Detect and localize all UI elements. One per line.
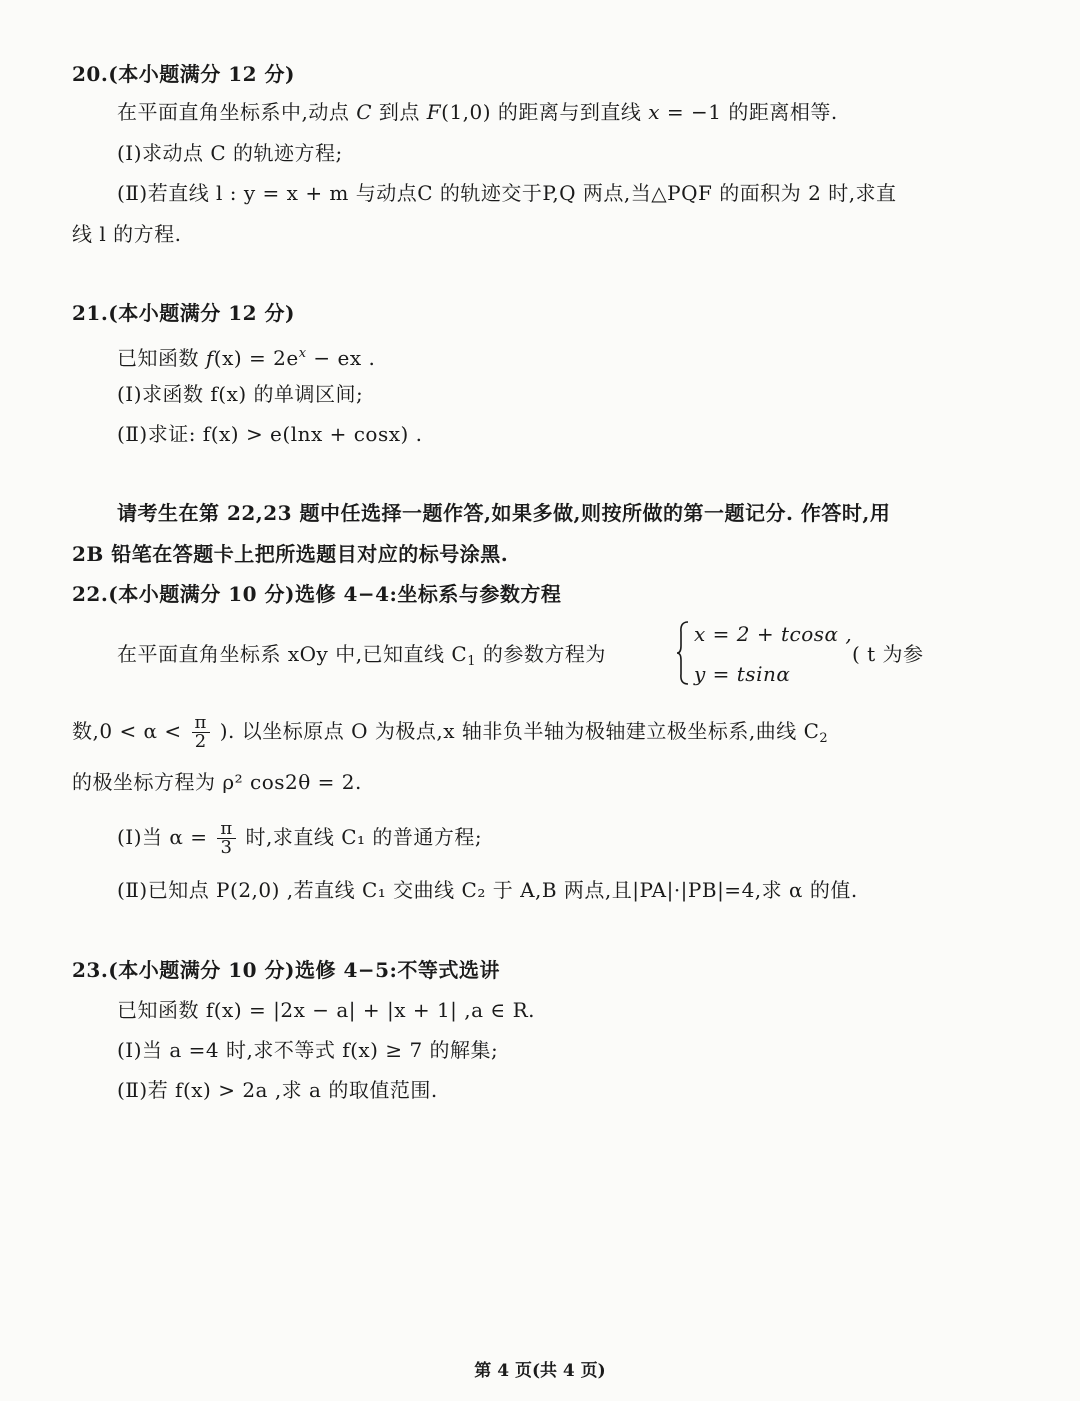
q22-sub-1: 1: [467, 654, 476, 669]
q22-stem-left: [117, 640, 606, 676]
q20-stem-c: (1,0) 的距离与到直线: [441, 100, 649, 124]
q21-var-f: f: [205, 346, 214, 370]
q22-stem-b: 的参数方程为: [476, 642, 606, 666]
q21-stem-a: 已知函数: [117, 346, 206, 370]
q22-stem-c: ( t 为参: [852, 642, 924, 666]
q23-stem: 已知函数 f(x) = |2x − a| + |x + 1| ,a ∈ R.: [117, 998, 535, 1022]
q22-header: 22.(本小题满分 10 分)选修 4−4:坐标系与参数方程: [72, 582, 562, 606]
q21-part2: (Ⅱ)求证: f(x) > e(lnx + cosx) .: [117, 422, 423, 446]
pi-over-2-fraction: [192, 714, 210, 751]
q21-stem: [117, 340, 375, 372]
q20-part2-line2: 线 l 的方程.: [72, 222, 182, 246]
q21-stem-b: (x) = 2e: [213, 346, 299, 370]
q22-part1-a: (Ⅰ)当 α =: [117, 825, 215, 849]
q20-part2-line1: (Ⅱ)若直线 l : y = x + m 与动点C 的轨迹交于P,Q 两点,当△PQF 的面积为 2 时,求直: [117, 181, 897, 205]
q20-part1: (Ⅰ)求动点 C 的轨迹方程;: [117, 141, 343, 165]
q22-part1-b: 时,求直线 C₁ 的普通方程;: [238, 825, 483, 849]
q23-header: 23.(本小题满分 10 分)选修 4−5:不等式选讲: [72, 958, 500, 982]
q21-sup-x: x: [298, 346, 307, 361]
frac-den: 2: [194, 731, 207, 752]
q22-line2-a: 数,0 < α <: [72, 719, 189, 743]
q22-sub-2: 2: [819, 731, 829, 746]
q20-stem: [117, 98, 838, 126]
q23-part1: (Ⅰ)当 a =4 时,求不等式 f(x) ≥ 7 的解集;: [117, 1038, 499, 1062]
frac-den: 3: [220, 837, 233, 858]
notice-line1: 请考生在第 22,23 题中任选择一题作答,如果多做,则按所做的第一题记分. 作答时,用: [117, 501, 891, 525]
q22-line2: [72, 714, 828, 753]
q20-header: 20.(本小题满分 12 分): [72, 62, 295, 86]
q22-line2-b: ). 以坐标原点 O 为极点,x 轴非负半轴为极轴建立极坐标系,曲线 C: [212, 719, 820, 743]
q22-part2: (Ⅱ)已知点 P(2,0) ,若直线 C₁ 交曲线 C₂ 于 A,B 两点,且|PA|·|PB|=4,求 α 的值.: [117, 878, 858, 902]
pi-over-3-fraction: [217, 820, 235, 857]
q20-var-x: x: [648, 100, 661, 124]
q21-stem-c: − ex .: [306, 346, 376, 370]
q22-eq1: x = 2 + tcosα ,: [694, 622, 853, 646]
left-brace-icon: [676, 620, 690, 686]
q20-stem-a: 在平面直角坐标系中,动点: [117, 100, 357, 124]
q22-stem-a: 在平面直角坐标系 xOy 中,已知直线 C: [117, 642, 468, 666]
page-number: 第 4 页(共 4 页): [474, 1361, 606, 1381]
q21-part1: (Ⅰ)求函数 f(x) 的单调区间;: [117, 382, 364, 406]
frac-num: π: [217, 820, 235, 839]
q20-var-c: C: [356, 100, 373, 124]
q20-stem-d: = −1 的距离相等.: [660, 100, 838, 124]
q20-stem-b: 到点: [372, 100, 427, 124]
q22-eq2: y = tsinα: [694, 662, 791, 686]
q23-part2: (Ⅱ)若 f(x) > 2a ,求 a 的取值范围.: [117, 1078, 438, 1102]
q22-part1: [117, 820, 482, 857]
q21-header: 21.(本小题满分 12 分): [72, 301, 295, 325]
q20-var-f: F: [426, 100, 442, 124]
notice-line2: 2B 铅笔在答题卡上把所选题目对应的标号涂黑.: [72, 542, 509, 566]
q22-line3: 的极坐标方程为 ρ² cos2θ = 2.: [72, 770, 362, 794]
frac-num: π: [192, 714, 210, 733]
